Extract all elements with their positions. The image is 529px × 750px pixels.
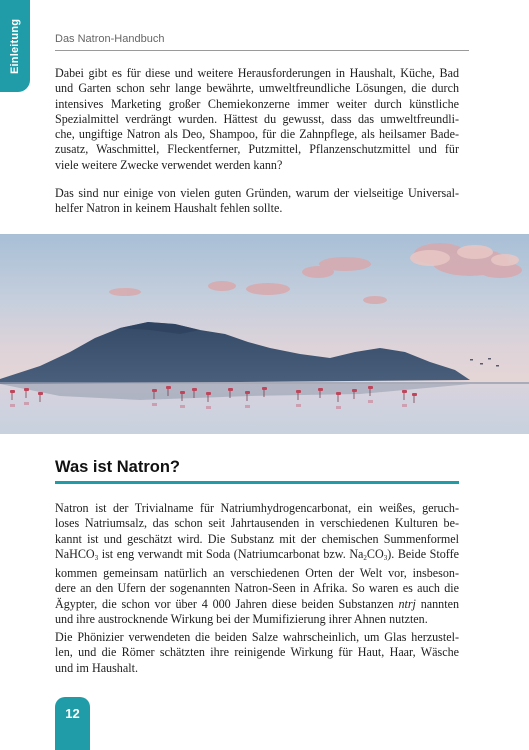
- text-line: Natron ist der Trivialname für Natriumhydrogencarbonat, ein weißes, geruch-: [55, 501, 459, 515]
- text-line: len, und die Römer schätzten ihre reinigende Wirkung für Haut, Haar, Wäsche: [55, 645, 459, 660]
- text-line: che, ungiftige Natron als Deo, Shampoo, für die Zahnpflege, als heilsamer Bade-: [55, 127, 459, 142]
- text-part: nannten: [415, 596, 459, 611]
- running-head: Das Natron-Handbuch: [55, 33, 165, 45]
- text-line: Spezialmittel verdrängt wurden. Hättest du gewusst, dass das umweltfreundli-: [55, 111, 459, 126]
- subscript: 3: [383, 553, 388, 562]
- heading-rule: [55, 481, 459, 484]
- text-line: intensives Marketing großer Chemiekonzerne immer weiter durch künstliche: [55, 96, 459, 111]
- text-line: und Garten schon sehr lange bewährte, umweltfreundliche Lösungen, die durch: [55, 81, 459, 96]
- egyptian-term: ntrj: [398, 596, 416, 611]
- text-line: kommen gemeinsam natürlich an verschiedenen Orten der Welt vor, insbeson-: [55, 566, 459, 581]
- text-line: kannt ist und geschätzt wird. Die Substanz mit der chemischen Summenformel: [55, 531, 459, 546]
- text-line: loses Natriumsalz, das schon seit Jahrtausenden in verschiedenen Kulturen be-: [55, 516, 459, 531]
- formula-part: ). Beide Stoffe: [387, 546, 459, 561]
- text-line: Die Phönizier verwendeten die beiden Salze wahrscheinlich, um Glas herzustel-: [55, 630, 459, 644]
- text-line: dere an den Ufern der sogenannten Natron-Seen in Afrika. So waren es auch die: [55, 581, 459, 596]
- header-rule: [55, 50, 469, 51]
- text-line: Das sind nur einige von vielen guten Gründen, warum der vielseitige Universal-: [55, 186, 459, 200]
- summary-paragraph: [55, 186, 459, 217]
- lake-flamingo-photo: [0, 234, 529, 434]
- section-tab[interactable]: [0, 0, 30, 92]
- text-line: helfer Natron in keinem Haushalt fehlen sollte.: [55, 201, 283, 216]
- section-tab-label: Einleitung: [9, 18, 21, 74]
- definition-paragraph: [55, 501, 459, 627]
- history-paragraph: [55, 630, 459, 676]
- text-line-italic: [55, 597, 459, 612]
- text-line: und im Haushalt.: [55, 660, 138, 675]
- text-line: Dabei gibt es für diese und weitere Herausforderungen in Haushalt, Küche, Bad: [55, 66, 459, 80]
- formula-part: NaHCO: [55, 546, 95, 561]
- intro-paragraph: [55, 66, 459, 173]
- text-line: viele weitere Zwecke verwendet werden kann?: [55, 157, 283, 172]
- formula-part: ist eng verwandt mit Soda (Natriumcarbonat bzw. Na: [98, 546, 364, 561]
- subscript: 3: [94, 553, 99, 562]
- section-heading: Was ist Natron?: [55, 458, 180, 476]
- text-line-formula: [55, 547, 459, 566]
- text-line: und ihre austrocknende Wirkung bei der Mumifizierung ihrer Ahnen nutzten.: [55, 612, 428, 627]
- formula-part: CO: [366, 546, 384, 561]
- page-number: 12: [55, 697, 90, 750]
- text-line: zusatz, Waschmittel, Fleckentferner, Putzmittel, Pflanzenschutzmittel und für: [55, 142, 459, 157]
- subscript: 2: [363, 553, 367, 562]
- text-part: Ägypter, die schon vor über 4 000 Jahren diese beiden Substanzen: [55, 596, 399, 611]
